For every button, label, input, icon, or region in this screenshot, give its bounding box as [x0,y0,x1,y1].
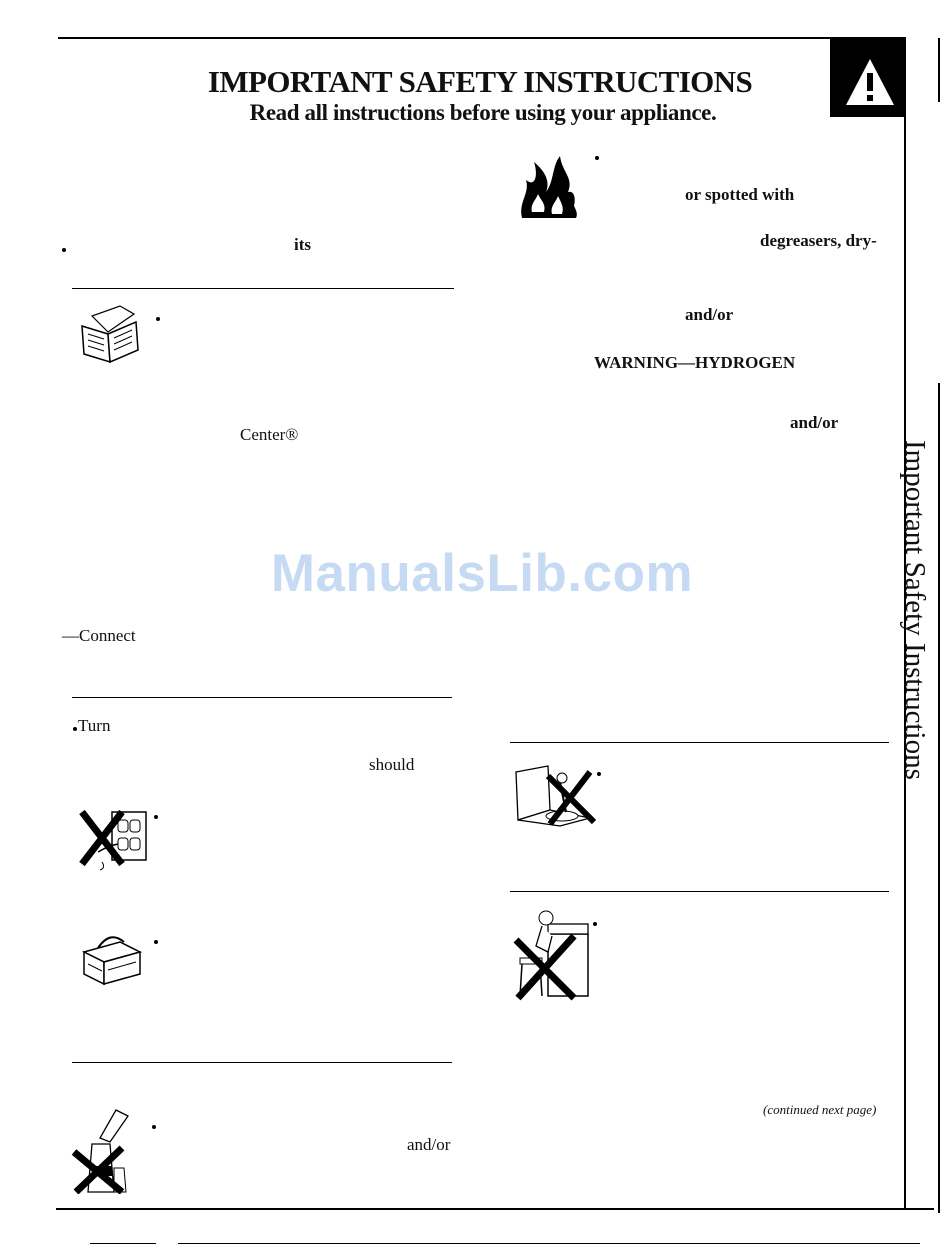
bullet [152,1125,156,1129]
footer-rule-left [90,1243,156,1244]
bullet [154,940,158,944]
footer-rule-right [178,1243,920,1244]
right-edge-mark-lower [938,383,940,1213]
toolbox-icon [80,924,144,986]
no-unplug-by-cord-icon [78,806,150,872]
fire-flame-icon [516,152,580,220]
bullet [595,156,599,160]
no-reaching-into-drum-icon [510,762,600,828]
section-divider [72,697,452,698]
continued-note: (continued next page) [763,1102,877,1117]
page-subtitle: Read all instructions before using your appliance. [249,100,717,125]
text-fragment: and/or [685,305,734,324]
section-divider [510,742,889,743]
bottom-rule [56,1208,934,1210]
text-fragment: should [369,755,415,774]
text-fragment: —Connect [62,626,136,645]
page-title: IMPORTANT SAFETY INSTRUCTIONS [207,64,753,99]
bullet [154,815,158,819]
text-fragment: and/or [790,413,839,432]
section-divider [72,288,454,289]
owners-manual-book-icon [78,304,144,366]
bullet [73,727,77,731]
section-divider [510,891,889,892]
text-fragment: Turn [78,716,111,735]
top-rule [58,37,906,39]
text-fragment: or spotted with [685,185,795,204]
text-fragment: Center® [240,425,299,444]
no-climbing-on-washer-icon [512,906,592,1002]
bullet [593,922,597,926]
side-tab-title: Important Safety Instructions [899,440,931,780]
bullet [156,317,160,321]
section-divider [72,1062,452,1063]
no-mixing-bleach-icon [70,1108,142,1194]
text-fragment: and/or [407,1135,451,1154]
watermark: ManualsLib.com [270,544,694,603]
warning-triangle-icon [830,37,906,117]
warning-badge [830,37,906,117]
text-fragment: WARNING—HYDROGEN [594,353,796,372]
text-fragment: its [294,235,311,254]
text-fragment: degreasers, dry- [760,231,877,250]
bullet [62,248,66,252]
